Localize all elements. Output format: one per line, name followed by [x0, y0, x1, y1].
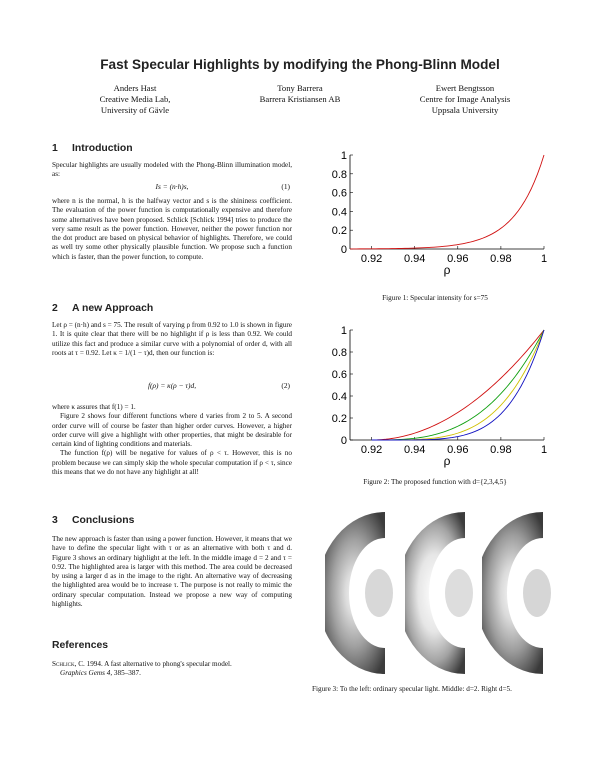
series-line-1	[350, 155, 544, 249]
x-tick-label: 0.94	[403, 253, 426, 265]
paragraph: The function f(ρ) will be negative for values of ρ < τ. However, this is no problem because we can simply skip the whole specular computation if ρ < τ, since this means that we do not have any highlight at all!	[52, 449, 292, 477]
author-affiliation: Centre for Image Analysis	[419, 94, 511, 104]
section-heading-conclusions	[52, 515, 134, 526]
author-affiliation: University of Gävle	[100, 105, 170, 115]
author-2	[225, 83, 375, 116]
author-block	[60, 83, 540, 116]
section-number: 1	[52, 143, 58, 154]
author-name: Anders Hast	[113, 83, 157, 93]
section-title: References	[52, 640, 109, 651]
equation-number: (1)	[281, 182, 290, 191]
author-3	[390, 83, 540, 116]
section-heading-approach	[52, 303, 153, 314]
section-number: 2	[52, 303, 58, 314]
y-tick-label: 0.2	[331, 225, 347, 238]
author-1	[60, 83, 210, 116]
x-tick-label: 0.92	[360, 444, 383, 456]
paragraph: The new approach is faster than using a power function. However, it means that we have to define the specular light with τ or as an alternative with both τ and d. Figure 3 shows an ordinary highlight at the left. In the middle image d = 2 and τ = 0.92. The highlighted area is larger with this method. The area could be decreased by using a larger d as in the image to the right. An alternative way of decreasing the highlighted area would be to increase τ. The purpose is not really to mimic the ordinary specular computation. Instead we propose a new way of computing highlights.	[52, 535, 292, 609]
figure-3-caption: Figure 3: To the left: ordinary specular light. Middle: d=2. Right d=5.	[312, 685, 512, 693]
paragraph: Specular highlights are usually modeled with the Phong-Blinn illumination model, as:	[52, 161, 292, 179]
approach-paragraph-1	[52, 321, 292, 358]
author-affiliation: Uppsala University	[431, 105, 499, 115]
x-tick-label: 0.94	[403, 444, 426, 456]
paragraph: where n is the normal, h is the halfway vector and s is the shininess coefficient. The evaluation of the power function is computationally expensive and therefore some alternatives have been proposed. Schlick [Schlick 1994] tries to produce the very same result as the power function. However, neither the power function nor the dot product are based on physical behavior of highlights. Therefore, we could as well try some other physically plausible function. We propose such a function which is faster, than the power function, to compute.	[52, 197, 292, 261]
figure-2-chart	[318, 320, 550, 470]
paper-title: Fast Specular Highlights by modifying the Phong-Blinn Model	[100, 57, 500, 72]
section-number: 3	[52, 515, 58, 526]
series-line-4	[372, 330, 544, 440]
intro-paragraph-1	[52, 161, 292, 180]
reference-list	[52, 660, 292, 679]
conclusions-paragraph	[52, 535, 292, 609]
equation-1	[52, 182, 292, 192]
y-tick-label: 1	[340, 325, 347, 337]
torus-ordinary-specular	[325, 512, 393, 674]
y-tick-label: 1	[340, 150, 347, 162]
y-tick-label: 0.4	[331, 391, 347, 403]
series-line-1	[372, 330, 544, 440]
reference-text: 1994. A fast alternative to phong's specular model.	[84, 660, 232, 668]
x-tick-label: 0.96	[447, 253, 469, 265]
x-tick-label: 0.92	[360, 253, 383, 265]
reference-item	[52, 660, 292, 679]
reference-pages: , 385–387.	[110, 669, 141, 678]
x-tick-label: 1	[540, 444, 548, 456]
y-tick-label: 0.4	[331, 206, 347, 219]
y-tick-label: 0.2	[331, 413, 347, 425]
section-title: Conclusions	[72, 515, 135, 526]
figure-2-caption: Figure 2: The proposed function with d={2,3,4,5}	[363, 478, 507, 486]
torus-d2	[397, 512, 473, 674]
torus-d5	[475, 512, 551, 674]
paragraph: where κ assures that f(1) = 1.	[52, 403, 136, 411]
x-axis-label: ρ	[443, 263, 451, 277]
paragraph: Let ρ = (n·h) and s = 75. The result of varying ρ from 0.92 to 1.0 is shown in figure 1. It is quite clear that there will be no highlight if ρ is less than 0.92. We could utilize this fact and produce a similar curve with a polynomial of order d, with all roots at τ = 0.92. Let κ = 1/(1 − τ)d, then our function is:	[52, 321, 292, 357]
approach-paragraphs	[52, 403, 292, 477]
series-line-2	[372, 330, 544, 440]
x-tick-label: 0.98	[490, 444, 512, 456]
equation-body: Is = (n·h)s,	[155, 182, 189, 191]
x-tick-label: 0.98	[490, 253, 512, 265]
y-tick-label: 0	[340, 244, 347, 256]
x-tick-label: 1	[540, 253, 548, 265]
equation-body: f(ρ) = κ(ρ − τ)d,	[147, 381, 197, 390]
section-heading-introduction	[52, 143, 133, 154]
figure-1-chart	[318, 145, 550, 280]
y-tick-label: 0.8	[331, 347, 347, 359]
intro-paragraph-2	[52, 197, 292, 262]
author-affiliation: Creative Media Lab,	[99, 94, 171, 104]
figure-1-caption: Figure 1: Specular intensity for s=75	[382, 294, 488, 302]
x-tick-label: 0.96	[447, 444, 469, 456]
author-name: Tony Barrera	[277, 83, 323, 93]
y-tick-label: 0.8	[331, 168, 347, 181]
author-name: Ewert Bengtsson	[435, 83, 495, 93]
section-title: Introduction	[72, 143, 133, 154]
paragraph: Figure 2 shows four different functions where d varies from 2 to 5. A second order curve will of course be faster than higher order curves. However, a higher order curve will give a highlight with other properties, that might be desirable for certain kind of lighting conditions and materials.	[52, 412, 292, 449]
reference-journal: Graphics Gems 4	[60, 669, 111, 678]
author-affiliation: Barrera Kristiansen AB	[259, 94, 341, 104]
y-tick-label: 0	[340, 435, 347, 447]
equation-2	[52, 381, 292, 391]
series-line-3	[372, 330, 544, 440]
y-tick-label: 0.6	[331, 187, 347, 200]
section-heading-references	[52, 640, 108, 651]
x-axis-label: ρ	[443, 454, 451, 468]
equation-number: (2)	[281, 381, 290, 390]
reference-author: Schlick, C.	[52, 660, 85, 668]
y-tick-label: 0.6	[331, 369, 347, 381]
figure-3-image	[325, 508, 553, 678]
section-title: A new Approach	[72, 303, 154, 314]
